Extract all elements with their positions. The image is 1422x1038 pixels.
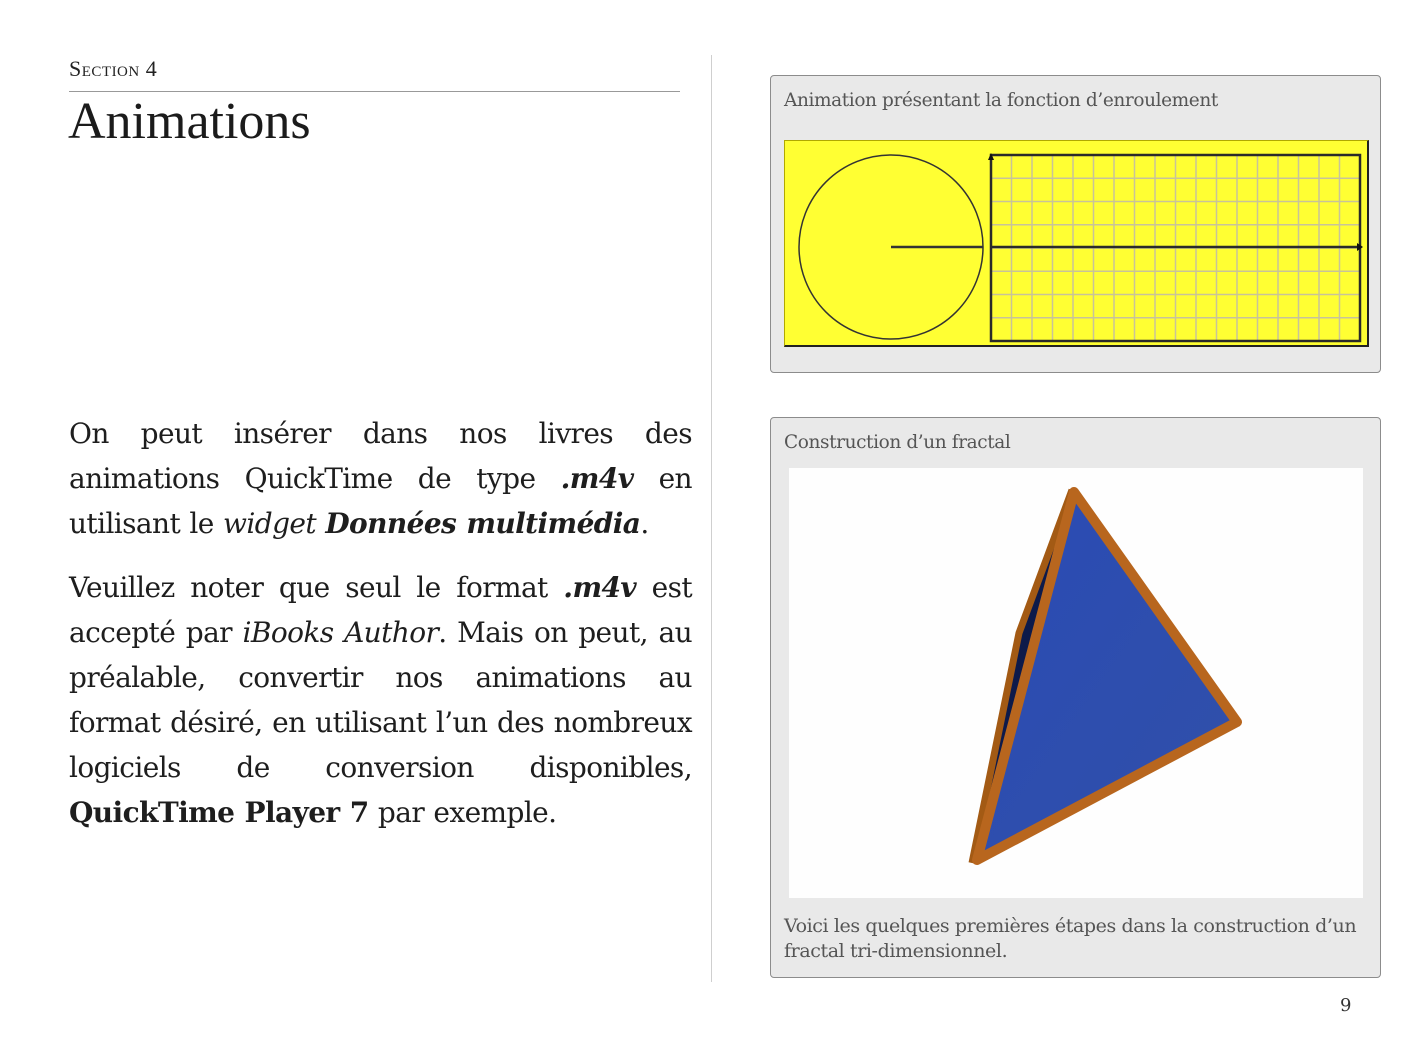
page-number: 9	[1340, 995, 1352, 1016]
fractal-animation-canvas	[789, 468, 1363, 898]
winding-animation-player[interactable]	[784, 140, 1369, 347]
winding-animation-canvas	[785, 141, 1370, 348]
text-run: par exemple.	[368, 796, 557, 829]
widget-caption: Voici les quelques premières étapes dans la construction d’un fractal tri-dimensionnel.	[784, 915, 1357, 962]
text-run	[316, 507, 325, 540]
media-widget-winding	[770, 75, 1381, 373]
widget-title: Animation présentant la fonction d’enroulement	[784, 90, 1218, 111]
text-run: en utilisant le	[69, 462, 692, 540]
media-widget-fractal	[770, 417, 1381, 978]
page-title: Animations	[68, 93, 311, 150]
text-run: Veuillez noter que seul le format	[69, 571, 564, 604]
text-run: On peut insérer dans nos livres des animations QuickTime de type	[69, 417, 692, 495]
body-paragraph-1	[69, 411, 692, 546]
column-divider	[711, 55, 712, 982]
emphasized-text: .m4v	[563, 571, 637, 604]
text-run: est accepté par	[69, 571, 692, 649]
body-paragraph-2	[69, 565, 692, 835]
emphasized-text: iBooks Author	[242, 616, 439, 649]
emphasized-text: widget	[223, 507, 317, 540]
widget-title: Construction d’un fractal	[784, 432, 1011, 453]
text-run: . Mais on peut, au préalable, convertir nos animations au format désiré, en utilisant l’un des nombreux logiciels de conversion disponibles,	[69, 616, 692, 784]
emphasized-text: Données multimédia	[325, 507, 641, 540]
emphasized-text: .m4v	[560, 462, 634, 495]
fractal-animation-player[interactable]	[789, 468, 1363, 898]
emphasized-text: QuickTime Player 7	[69, 796, 369, 829]
text-run: .	[640, 507, 649, 540]
section-label: Section 4	[69, 56, 158, 81]
